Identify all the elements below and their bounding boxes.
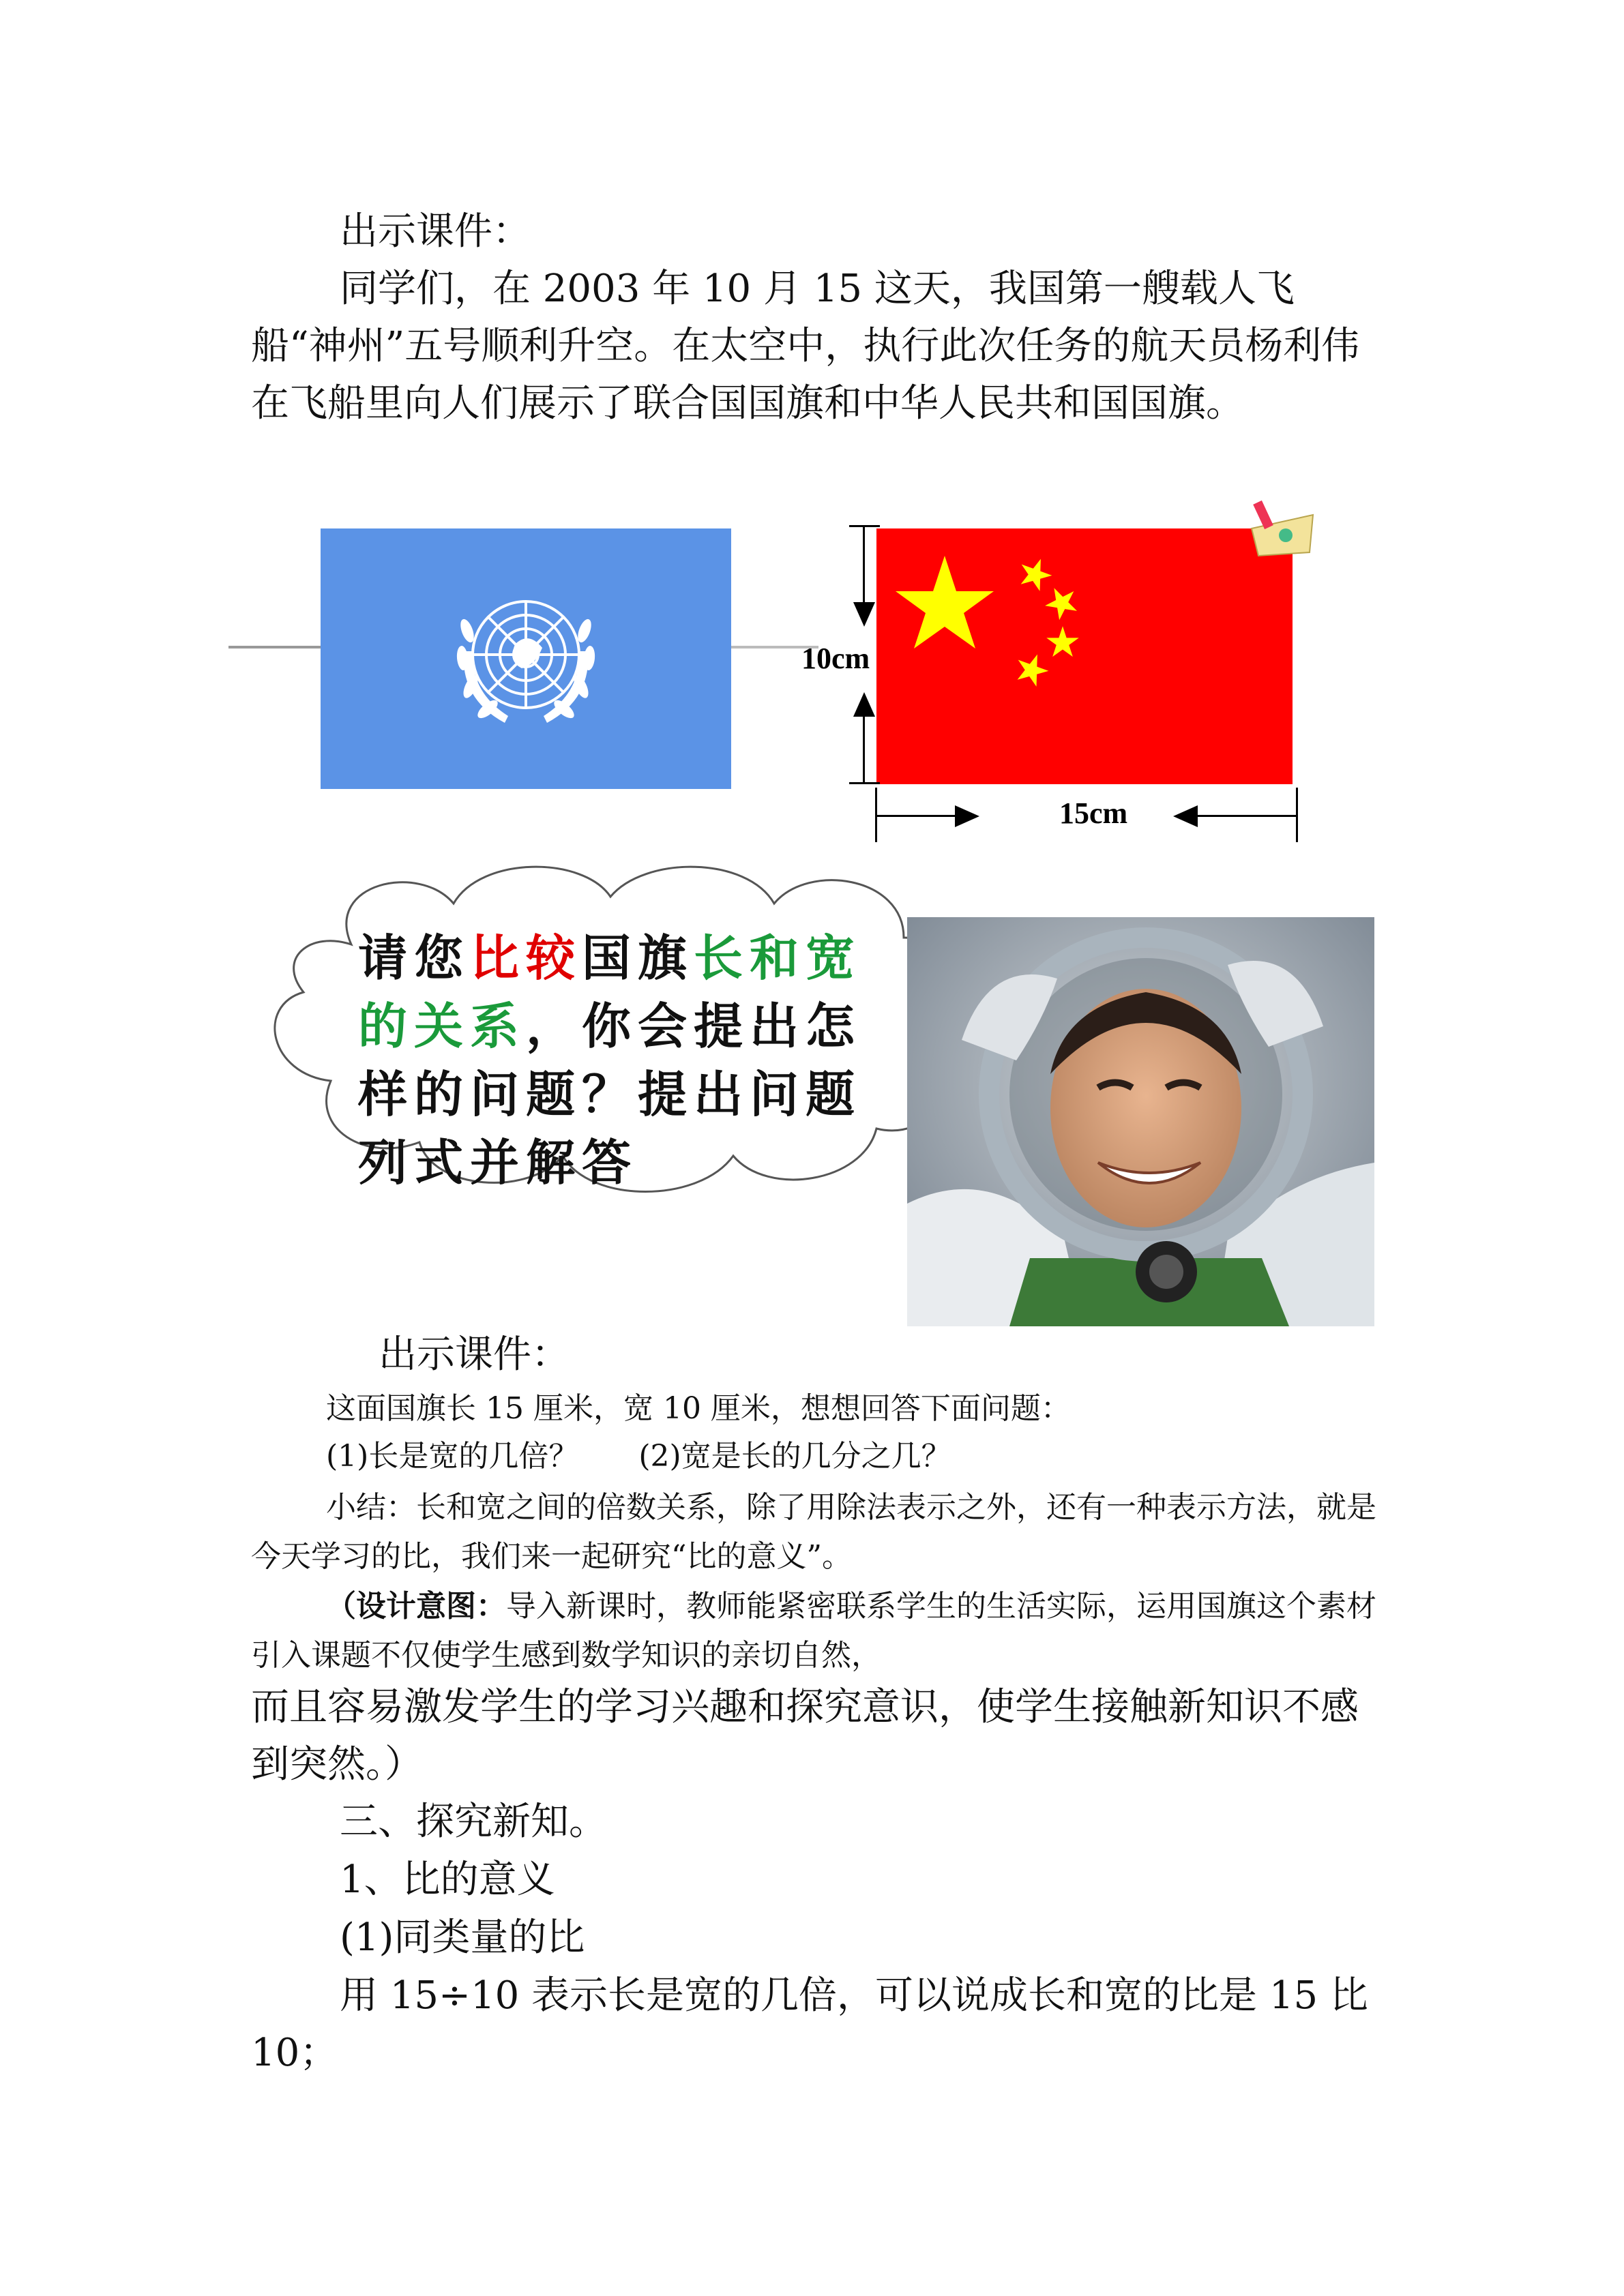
bubble-text-plain-1: 请您 (358, 929, 471, 987)
design-intent-label: （设计意图： (326, 1589, 506, 1624)
arrow-left-icon (1173, 805, 1200, 827)
bubble-text-plain-2: 国旗 (582, 929, 694, 987)
five-stars-icon (876, 528, 1293, 784)
arrow-right-icon (955, 805, 982, 827)
dim-line-left (877, 815, 959, 817)
question-2: (2)宽是长的几分之几？ (638, 1439, 951, 1474)
height-label: 10cm (801, 642, 870, 675)
dim-tick-right (1296, 788, 1298, 842)
bubble-text-plain-3: ，你会提出怎样的问题？提出问题列式并解答 (358, 998, 862, 1191)
bubble-text-compare: 比较 (470, 929, 582, 987)
arrow-down-icon (853, 602, 875, 629)
thought-bubble-text (358, 924, 904, 1197)
section-heading: 三、探究新知。 (340, 1800, 607, 1844)
paragraph-ratio-example: 用 15÷10 表示长是宽的几倍，可以说成长和宽的比是 15 比 10； (251, 1973, 1368, 2075)
flag-pole-left (228, 646, 324, 648)
paragraph-intro-label: 出示课件： (340, 209, 531, 254)
question-1: (1)长是宽的几倍？ (326, 1439, 579, 1474)
subsection-heading: 1、比的意义 (340, 1858, 555, 1902)
flag-figure (228, 488, 1388, 1333)
astronaut-photo (907, 917, 1374, 1326)
design-intent-text: 导入新课时，教师能紧密联系学生的生活实际，运用国旗这个素材引入课题不仅使学生感到数学知识的亲切自然， (251, 1589, 1376, 1673)
paragraph-story: 同学们，在 2003 年 10 月 15 这天，我国第一艘载人飞船“神州”五号顺利升空。在太空中，执行此次任务的航天员杨利伟在飞船里向人们展示了联合国国旗和中华人民共和国国旗。 (251, 267, 1360, 426)
decoration-icon (1238, 488, 1320, 563)
bubble-text-relation: 长和宽的关系 (358, 929, 862, 1055)
paragraph-summary: 小结：长和宽之间的倍数关系，除了用除法表示之外，还有一种表示方法，就是今天学习的比，我们来一起研究“比的意义”。 (251, 1490, 1376, 1574)
paragraph-slide-label: 出示课件： (379, 1332, 570, 1377)
dim-arrow-down-line (863, 716, 865, 784)
un-emblem-icon (321, 528, 731, 789)
dim-line-right (1197, 815, 1296, 817)
paragraph-design-intent (251, 1582, 1376, 1680)
width-label: 15cm (1059, 796, 1128, 830)
sub-subsection-heading: (1)同类量的比 (340, 1915, 585, 1960)
china-flag (876, 528, 1293, 784)
un-flag (321, 528, 731, 789)
arrow-up-icon (853, 692, 875, 719)
paragraph-questions (326, 1432, 1349, 1481)
paragraph-question-intro: 这面国旗长 15 厘米，宽 10 厘米，想想回答下面问题： (326, 1391, 1071, 1426)
paragraph-design-intent-cont: 而且容易激发学生的学习兴趣和探究意识，使学生接触新知识不感到突然。） (251, 1685, 1359, 1787)
